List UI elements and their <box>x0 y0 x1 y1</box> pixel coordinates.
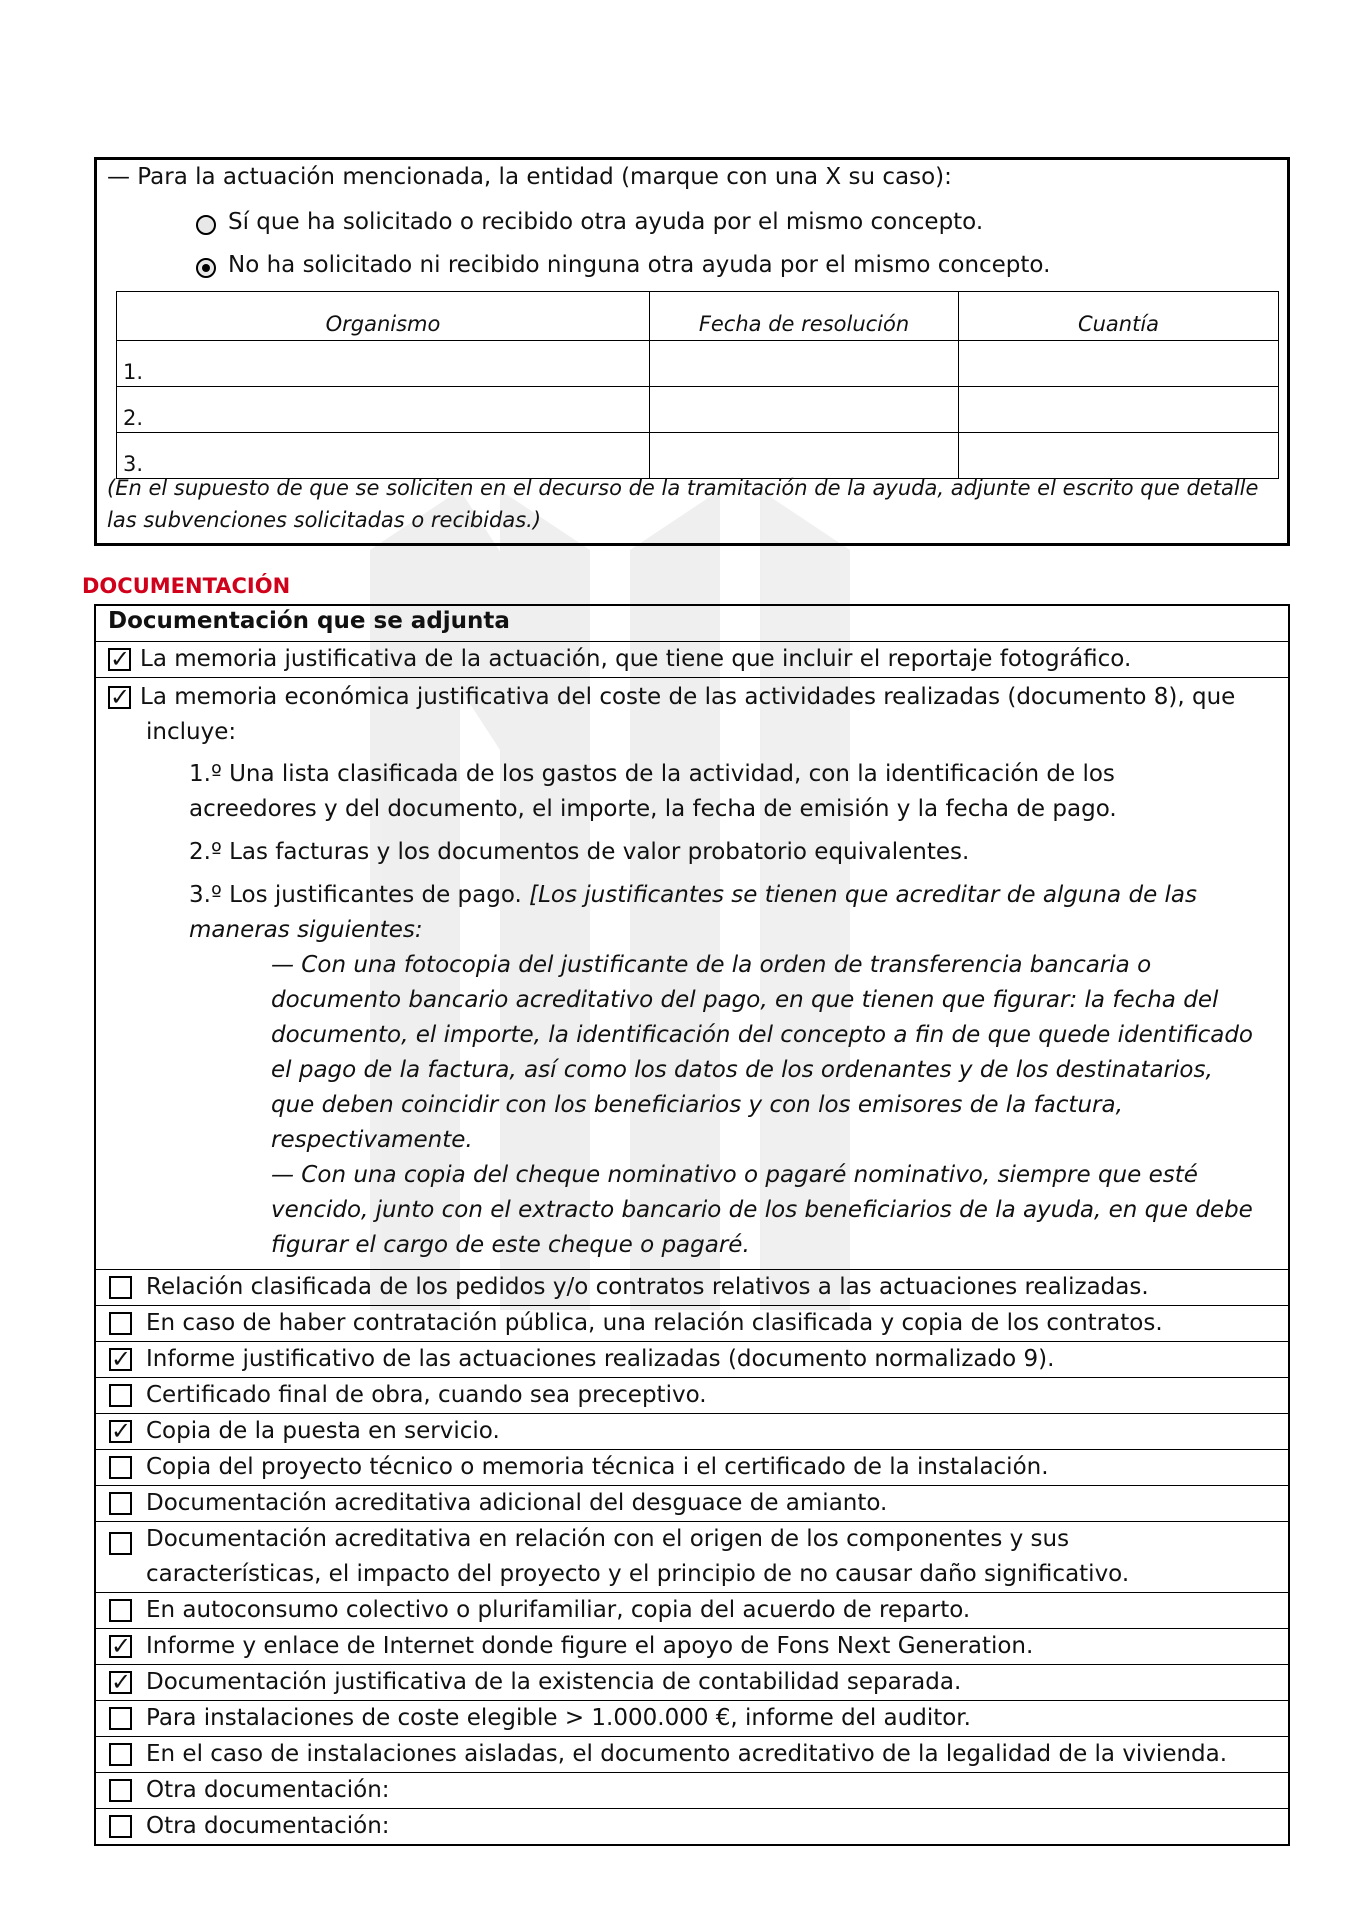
bullet-2-line: figurar el cargo de este cheque o pagaré. <box>271 1232 750 1258</box>
item-label: En caso de haber contratación pública, una relación clasificada y copia de los contratos. <box>146 1310 1163 1336</box>
doc-item <box>96 1305 1288 1341</box>
checkbox-item[interactable] <box>109 1779 132 1802</box>
radio-not-requested-label: No ha solicitado ni recibido ninguna otra ayuda por el mismo concepto. <box>228 252 1051 278</box>
radio-not-requested[interactable] <box>196 258 216 278</box>
checkbox-item[interactable] <box>109 1599 132 1622</box>
doc-item <box>96 1377 1288 1413</box>
cuantia-cell[interactable] <box>959 341 1279 387</box>
header-fecha-resolucion: Fecha de resolución <box>650 292 959 341</box>
doc-item <box>96 1269 1288 1305</box>
other-aid-box <box>94 157 1290 546</box>
sub-item-2: 2.º Las facturas y los documentos de valor probatorio equivalentes. <box>189 839 970 865</box>
checkbox-memoria-economica[interactable]: ✓ <box>110 683 131 711</box>
checkbox-item[interactable] <box>109 1707 132 1730</box>
checkbox-item[interactable] <box>109 1492 132 1515</box>
item-label-cont: incluye: <box>146 719 237 745</box>
doc-item <box>96 1772 1288 1808</box>
row-number: 2. <box>117 387 650 433</box>
doc-item <box>96 1808 1288 1844</box>
fecha-cell[interactable] <box>650 341 959 387</box>
bullet-1-line: el pago de la factura, así como los datos de los ordenantes y de los destinatarios, <box>271 1057 1213 1083</box>
checkbox-item[interactable]: ✓ <box>111 1345 132 1373</box>
doc-item <box>96 1413 1288 1449</box>
bullet-1-line: que deben coincidir con los beneficiarios y con los emisores de la factura, <box>271 1092 1123 1118</box>
bullet-2-line: — Con una copia del cheque nominativo o pagaré nominativo, siempre que esté <box>271 1162 1198 1188</box>
fecha-cell[interactable] <box>650 387 959 433</box>
item-label: Copia del proyecto técnico o memoria técnica i el certificado de la instalación. <box>146 1454 1049 1480</box>
checkbox-item[interactable] <box>109 1532 132 1555</box>
doc-item <box>96 1485 1288 1521</box>
radio-has-requested[interactable] <box>196 215 216 235</box>
aid-table <box>116 291 1279 479</box>
sub-item-3-plain: 3.º Los justificantes de pago. <box>189 882 530 908</box>
bullet-2-line: vencido, junto con el extracto bancario de los beneficiarios de la ayuda, en que debe <box>271 1197 1253 1223</box>
checkbox-item[interactable]: ✓ <box>111 1417 132 1445</box>
bullet-1-line: documento, el importe, la identificación del concepto a fin de que quede identificado <box>271 1022 1253 1048</box>
sub-item-3 <box>189 878 1197 913</box>
doc-item-memoria-economica <box>96 677 1288 1269</box>
radio-has-requested-label: Sí que ha solicitado o recibido otra ayuda por el mismo concepto. <box>228 209 984 235</box>
cuantia-cell[interactable] <box>959 387 1279 433</box>
checkbox-item[interactable] <box>109 1384 132 1407</box>
header-cuantia: Cuantía <box>959 292 1279 341</box>
item-label: La memoria económica justificativa del coste de las actividades realizadas (documento 8), que <box>140 684 1236 710</box>
sub-item-1-cont: acreedores y del documento, el importe, la fecha de emisión y la fecha de pago. <box>189 796 1117 822</box>
doc-item <box>96 1521 1288 1592</box>
checkbox-item[interactable]: ✓ <box>111 1668 132 1696</box>
table-title: Documentación que se adjunta <box>108 608 510 634</box>
checkbox-item[interactable]: ✓ <box>111 1632 132 1660</box>
checkbox-item[interactable] <box>109 1743 132 1766</box>
checkbox-item[interactable] <box>109 1456 132 1479</box>
item-label: Para instalaciones de coste elegible > 1.000.000 €, informe del auditor. <box>146 1705 971 1731</box>
bullet-1-line: respectivamente. <box>271 1127 473 1153</box>
doc-item-memoria-justificativa <box>96 641 1288 677</box>
bullet-1-line: — Con una fotocopia del justificante de la orden de transferencia bancaria o <box>271 952 1152 978</box>
aid-note: (En el supuesto de que se soliciten en el decurso de la tramitación de la ayuda, adjunte el escrito que detalle las subvenciones solicitadas o recibidas.) <box>107 476 1259 532</box>
header-organismo: Organismo <box>117 292 650 341</box>
item-label: Otra documentación: <box>146 1813 390 1839</box>
documentation-table <box>94 604 1290 1846</box>
table-row <box>117 341 1279 387</box>
sub-item-3-italic: [Los justificantes se tienen que acreditar de alguna de las <box>529 882 1197 908</box>
item-label: En autoconsumo colectivo o plurifamiliar, copia del acuerdo de reparto. <box>146 1597 971 1623</box>
documentation-heading: DOCUMENTACIÓN <box>82 574 291 598</box>
item-label: Certificado final de obra, cuando sea preceptivo. <box>146 1382 707 1408</box>
checkbox-item[interactable] <box>109 1815 132 1838</box>
item-label: Documentación justificativa de la existencia de contabilidad separada. <box>146 1669 962 1695</box>
item-label: Informe justificativo de las actuaciones realizadas (documento normalizado 9). <box>146 1346 1055 1372</box>
item-label: Relación clasificada de los pedidos y/o contratos relativos a las actuaciones realizadas. <box>146 1274 1149 1300</box>
sub-item-1: 1.º Una lista clasificada de los gastos de la actividad, con la identificación de los <box>189 761 1115 787</box>
doc-item <box>96 1592 1288 1628</box>
doc-item <box>96 1449 1288 1485</box>
doc-item <box>96 1341 1288 1377</box>
item-label: La memoria justificativa de la actuación, que tiene que incluir el reportaje fotográfico. <box>140 646 1132 672</box>
sub-item-3-cont: maneras siguientes: <box>189 917 423 943</box>
doc-item <box>96 1664 1288 1700</box>
item-label: Documentación acreditativa adicional del desguace de amianto. <box>146 1490 888 1516</box>
row-number: 3. <box>117 433 650 479</box>
item-label: Informe y enlace de Internet donde figure el apoyo de Fons Next Generation. <box>146 1633 1034 1659</box>
item-label: Documentación acreditativa en relación con el origen de los componentes y sus <box>146 1526 1070 1552</box>
item-label: En el caso de instalaciones aisladas, el documento acreditativo de la legalidad de la vivienda. <box>146 1741 1228 1767</box>
doc-item <box>96 1700 1288 1736</box>
doc-item <box>96 1628 1288 1664</box>
checkbox-item[interactable] <box>109 1312 132 1335</box>
checkbox-item[interactable] <box>109 1276 132 1299</box>
row-number: 1. <box>117 341 650 387</box>
item-label: Copia de la puesta en servicio. <box>146 1418 500 1444</box>
bullet-1-line: documento bancario acreditativo del pago, en que tienen que figurar: la fecha del <box>271 987 1219 1013</box>
checkbox-memoria-justificativa[interactable]: ✓ <box>110 645 131 673</box>
aid-intro-text: — Para la actuación mencionada, la entidad (marque con una X su caso): <box>107 164 952 190</box>
table-title-row <box>96 606 1288 641</box>
table-row <box>117 387 1279 433</box>
doc-item <box>96 1736 1288 1772</box>
item-label: Otra documentación: <box>146 1777 390 1803</box>
item-label-cont: características, el impacto del proyecto y el principio de no causar daño significativo. <box>146 1561 1130 1587</box>
